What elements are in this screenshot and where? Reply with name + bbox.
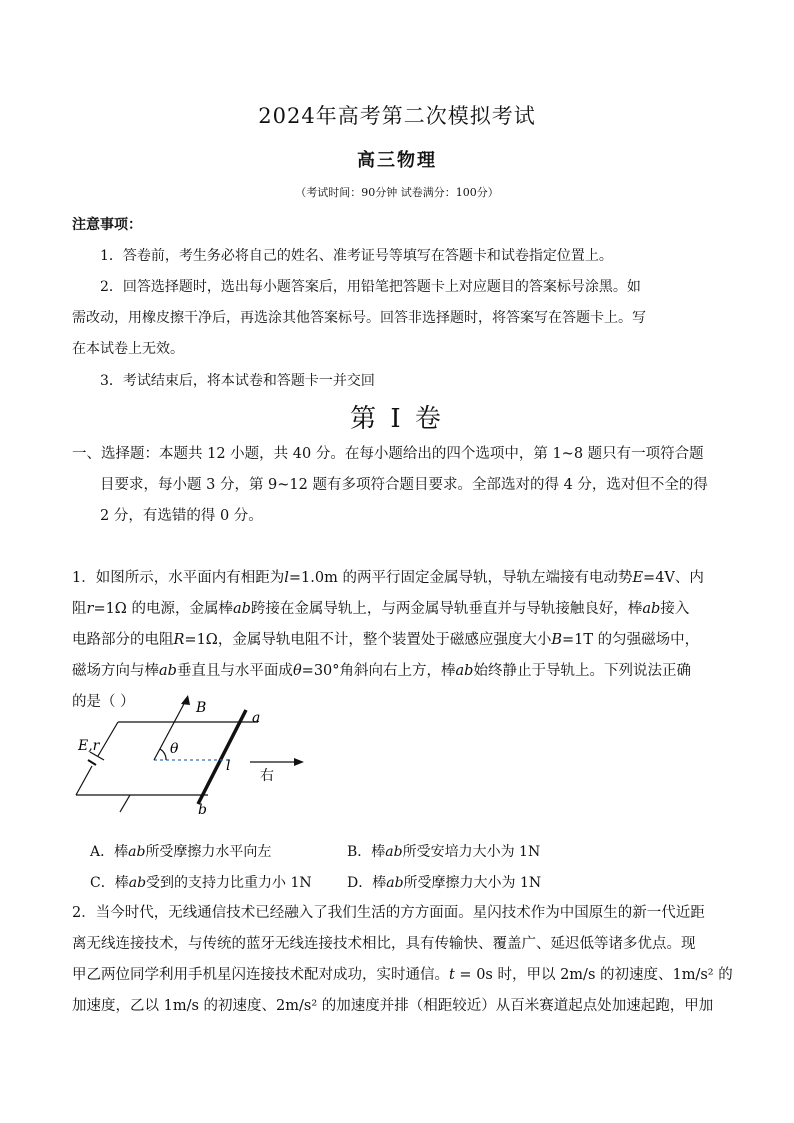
label-b: b xyxy=(198,802,207,818)
q2-line-3: 甲乙两位同学利用手机星闪连接技术配对成功，实时通信。t = 0s 时，甲以 2m/s 的初速度、1m/s² 的 xyxy=(72,967,733,983)
right-arrow-head xyxy=(294,758,304,766)
label-l: l xyxy=(226,758,231,774)
label-B: B xyxy=(196,700,207,716)
exam-subject: 高三物理 xyxy=(357,150,437,171)
battery-plate-short xyxy=(88,760,96,765)
left-wire-top xyxy=(98,722,118,756)
instructions-line-2: 目要求，每小题 3 分，第 9~12 题有多项符合题目要求。全部选对的得 4 分，选对但不全的得 xyxy=(100,477,708,493)
label-right: 右 xyxy=(260,768,274,784)
section-title: 第 I 卷 xyxy=(350,404,444,434)
q1-line-3: 电路部分的电阻R=1Ω，金属导轨电阻不计，整个装置处于磁感应强度大小B=1T 的匀强磁场中， xyxy=(72,632,700,648)
q2-line-2: 离无线连接技术，与传统的蓝牙无线连接技术相比，具有传输快、覆盖广、延迟低等诸多优点。现 xyxy=(72,936,696,952)
note-item-1: 1．答卷前，考生务必将自己的姓名、准考证号等填写在答题卡和试卷指定位置上。 xyxy=(100,248,613,264)
q1-figure xyxy=(68,692,318,822)
q2-line-4: 加速度，乙以 1m/s 的初速度、2m/s² 的加速度并排（相距较近）从百米赛道起点处加速起跑，甲加 xyxy=(72,998,714,1014)
instructions-line-1: 一、选择题：本题共 12 小题，共 40 分。在每小题给出的四个选项中，第 1~8 题只有一项符合题 xyxy=(72,446,704,462)
note-item-2: 2．回答选择题时，选出每小题答案后，用铅笔把答题卡上对应题目的答案标号涂黑。如 xyxy=(100,279,641,295)
rod-ab xyxy=(198,710,246,804)
label-Er: E,r xyxy=(78,738,100,754)
exam-title: 2024年高考第二次模拟考试 xyxy=(258,104,536,128)
note-item-2-cont: 需改动，用橡皮擦干净后，再选涂其他答案标号。回答非选择题时，将答案写在答题卡上。写 xyxy=(72,310,646,326)
instructions-line-3: 2 分，有选错的得 0 分。 xyxy=(100,508,263,524)
q1-line-5: 的是（ ） xyxy=(72,694,135,710)
note-item-2-end: 在本试卷上无效。 xyxy=(72,341,184,357)
q1-option-d: D．棒ab所受摩擦力大小为 1N xyxy=(347,875,542,891)
q1-option-b: B．棒ab所受安培力大小为 1N xyxy=(347,844,541,860)
lower-tick xyxy=(120,795,130,812)
q1-line-1: 1．如图所示，水平面内有相距为l=1.0m 的两平行固定金属导轨，导轨左端接有电动势E=4V、内 xyxy=(72,570,704,586)
theta-arc xyxy=(160,749,166,760)
q2-line-1: 2．当今时代，无线通信技术已经融入了我们生活的方方面面。星闪技术作为中国原生的新一代近距 xyxy=(72,905,705,921)
q1-option-c: C．棒ab受到的支持力比重力小 1N xyxy=(90,875,312,891)
exam-info: （考试时间：90分钟 试卷满分：100分） xyxy=(295,186,499,199)
q1-option-a: A．棒ab所受摩擦力水平向左 xyxy=(90,844,272,860)
left-wire-bottom xyxy=(76,766,92,795)
label-a: a xyxy=(252,710,261,726)
note-item-3: 3．考试结束后，将本试卷和答题卡一并交回 xyxy=(100,373,375,389)
label-theta: θ xyxy=(170,741,179,757)
q1-line-4: 磁场方向与棒ab垂直且与水平面成θ=30°角斜向右上方，棒ab始终静止于导轨上。下列说法正确 xyxy=(72,663,691,679)
notes-heading: 注意事项： xyxy=(72,217,142,233)
q1-line-2: 阻r=1Ω 的电源，金属棒ab跨接在金属导轨上，与两金属导轨垂直并与导轨接触良好，棒ab接入 xyxy=(72,601,690,617)
b-arrow-head xyxy=(181,695,190,705)
